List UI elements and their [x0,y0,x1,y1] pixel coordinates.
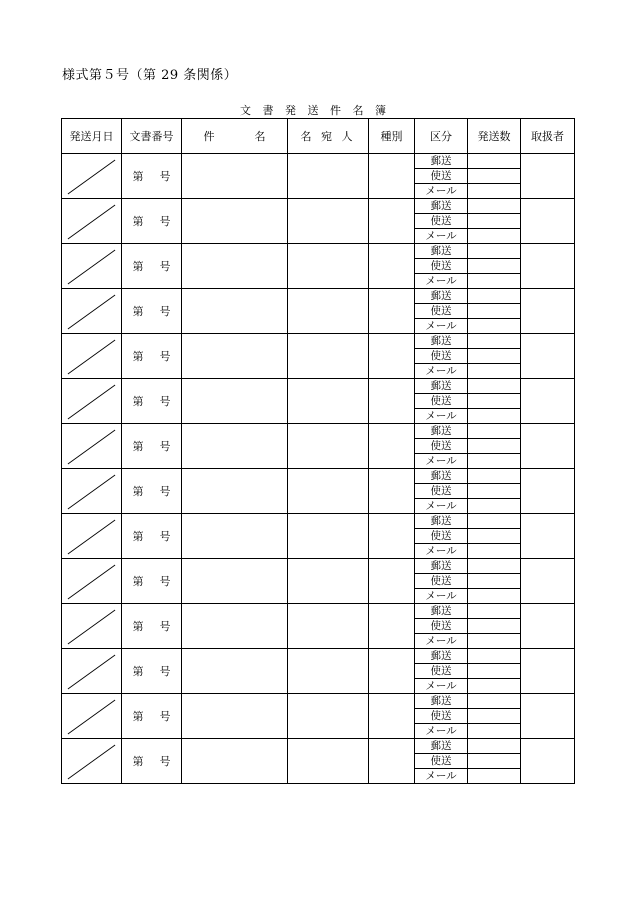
category-option[interactable]: 使送 [415,259,468,274]
ledger-entry-row [62,694,575,709]
ledger-entry-row [62,604,575,619]
count-cell[interactable] [468,169,521,184]
date-cell[interactable] [62,199,122,244]
date-cell[interactable] [62,244,122,289]
count-cell[interactable] [468,679,521,694]
recipient-cell[interactable] [288,514,369,559]
category-option[interactable]: メール [415,454,468,469]
header-date: 発送月日 [62,119,122,154]
count-cell[interactable] [468,544,521,559]
date-slash-line [62,694,121,738]
count-cell[interactable] [468,454,521,469]
recipient-cell[interactable] [288,199,369,244]
header-subject [182,119,288,154]
subject-cell[interactable] [182,559,288,604]
date-slash-line [62,469,121,513]
subject-cell[interactable] [182,244,288,289]
category-option[interactable]: 郵送 [415,334,468,349]
ledger-entry-row [62,289,575,304]
header-category: 区分 [415,119,468,154]
count-cell[interactable] [468,529,521,544]
count-cell[interactable] [468,694,521,709]
doc-number-label [133,348,171,364]
count-cell[interactable] [468,319,521,334]
category-option[interactable]: メール [415,544,468,559]
type-cell[interactable] [369,289,415,334]
doc-number-suffix: 号 [159,710,171,723]
category-option[interactable]: 使送 [415,484,468,499]
doc-number-cell[interactable] [122,154,182,199]
count-cell[interactable] [468,484,521,499]
date-slash-line [62,514,121,558]
category-option[interactable]: メール [415,229,468,244]
count-cell[interactable] [468,184,521,199]
category-option[interactable]: メール [415,589,468,604]
date-slash-line [62,739,121,783]
category-option[interactable]: メール [415,409,468,424]
date-slash-line [62,199,121,243]
count-cell[interactable] [468,214,521,229]
count-cell[interactable] [468,559,521,574]
count-cell[interactable] [468,364,521,379]
date-slash-line [62,154,121,198]
doc-number-suffix: 号 [159,395,171,408]
doc-number-prefix: 第 [132,575,144,588]
subject-cell[interactable] [182,604,288,649]
type-cell[interactable] [369,559,415,604]
handler-cell[interactable] [521,244,575,289]
doc-number-prefix: 第 [132,485,144,498]
header-handler: 取扱者 [521,119,575,154]
category-option[interactable]: 使送 [415,574,468,589]
category-option[interactable]: メール [415,724,468,739]
category-option[interactable]: 郵送 [415,154,468,169]
subject-cell[interactable] [182,289,288,334]
date-cell[interactable] [62,739,122,784]
count-cell[interactable] [468,439,521,454]
type-cell[interactable] [369,424,415,469]
subject-cell[interactable] [182,424,288,469]
category-option[interactable]: メール [415,184,468,199]
category-option[interactable]: 使送 [415,529,468,544]
date-cell[interactable] [62,514,122,559]
date-slash-line [62,559,121,603]
ledger-entry-row [62,559,575,574]
recipient-cell[interactable] [288,334,369,379]
count-cell[interactable] [468,754,521,769]
count-cell[interactable] [468,649,521,664]
category-option[interactable]: 郵送 [415,649,468,664]
header-row [62,119,575,154]
doc-number-prefix: 第 [132,620,144,633]
count-cell[interactable] [468,379,521,394]
doc-number-label [133,708,171,724]
category-option[interactable]: 使送 [415,754,468,769]
category-option[interactable]: メール [415,364,468,379]
category-option[interactable]: 郵送 [415,559,468,574]
count-cell[interactable] [468,724,521,739]
category-option[interactable]: 使送 [415,304,468,319]
category-option[interactable]: 使送 [415,709,468,724]
date-slash-line [62,334,121,378]
doc-number-prefix: 第 [132,530,144,543]
date-cell[interactable] [62,424,122,469]
subject-cell[interactable] [182,739,288,784]
count-cell[interactable] [468,634,521,649]
date-cell[interactable] [62,379,122,424]
ledger-entry-row [62,424,575,439]
category-option[interactable]: 郵送 [415,694,468,709]
recipient-cell[interactable] [288,244,369,289]
count-cell[interactable] [468,664,521,679]
count-cell[interactable] [468,289,521,304]
header-doc-number: 文書番号 [122,119,182,154]
doc-number-cell[interactable] [122,334,182,379]
type-cell[interactable] [369,379,415,424]
count-cell[interactable] [468,424,521,439]
category-option[interactable]: メール [415,274,468,289]
count-cell[interactable] [468,499,521,514]
doc-number-label [133,753,171,769]
category-option[interactable]: 使送 [415,349,468,364]
count-cell[interactable] [468,334,521,349]
subject-cell[interactable] [182,514,288,559]
type-cell[interactable] [369,649,415,694]
handler-cell[interactable] [521,469,575,514]
date-slash-line [62,289,121,333]
recipient-cell[interactable] [288,469,369,514]
handler-cell[interactable] [521,199,575,244]
count-cell[interactable] [468,199,521,214]
type-cell[interactable] [369,154,415,199]
count-cell[interactable] [468,394,521,409]
doc-number-label [133,663,171,679]
doc-number-label [133,618,171,634]
doc-number-suffix: 号 [159,440,171,453]
count-cell[interactable] [468,304,521,319]
type-cell[interactable] [369,694,415,739]
subject-cell[interactable] [182,649,288,694]
doc-number-label [133,528,171,544]
ledger-entry-row [62,244,575,259]
ledger-entry-row [62,739,575,754]
subject-cell[interactable] [182,199,288,244]
doc-number-cell[interactable] [122,244,182,289]
category-option[interactable]: メール [415,319,468,334]
count-cell[interactable] [468,589,521,604]
count-cell[interactable] [468,154,521,169]
date-cell[interactable] [62,334,122,379]
doc-number-label [133,303,171,319]
category-option[interactable]: 郵送 [415,289,468,304]
date-cell[interactable] [62,559,122,604]
doc-number-prefix: 第 [132,440,144,453]
handler-cell[interactable] [521,559,575,604]
doc-number-label [133,483,171,499]
date-slash-line [62,649,121,693]
subject-cell[interactable] [182,694,288,739]
date-cell[interactable] [62,469,122,514]
count-cell[interactable] [468,259,521,274]
handler-cell[interactable] [521,289,575,334]
header-type: 種別 [369,119,415,154]
count-cell[interactable] [468,229,521,244]
ledger-entry-row [62,514,575,529]
date-cell[interactable] [62,649,122,694]
type-cell[interactable] [369,514,415,559]
recipient-cell[interactable] [288,424,369,469]
date-cell[interactable] [62,289,122,334]
count-cell[interactable] [468,709,521,724]
category-option[interactable]: 郵送 [415,514,468,529]
doc-number-suffix: 号 [159,530,171,543]
count-cell[interactable] [468,469,521,484]
category-option[interactable]: 使送 [415,169,468,184]
type-cell[interactable] [369,604,415,649]
type-cell[interactable] [369,244,415,289]
count-cell[interactable] [468,274,521,289]
doc-number-prefix: 第 [132,215,144,228]
doc-number-suffix: 号 [159,170,171,183]
recipient-cell[interactable] [288,379,369,424]
count-cell[interactable] [468,514,521,529]
doc-number-cell[interactable] [122,649,182,694]
recipient-cell[interactable] [288,154,369,199]
doc-number-suffix: 号 [159,755,171,768]
doc-number-suffix: 号 [159,215,171,228]
subject-cell[interactable] [182,379,288,424]
ledger-entry-row [62,379,575,394]
doc-number-prefix: 第 [132,170,144,183]
header-recipient: 名 宛 人 [288,119,369,154]
doc-number-suffix: 号 [159,620,171,633]
type-cell[interactable] [369,334,415,379]
doc-number-label [133,573,171,589]
category-option[interactable]: メール [415,769,468,784]
date-slash-line [62,244,121,288]
count-cell[interactable] [468,619,521,634]
header-subject-right: 名 [254,130,266,143]
category-option[interactable]: 郵送 [415,244,468,259]
doc-number-prefix: 第 [132,710,144,723]
date-cell[interactable] [62,604,122,649]
header-count: 発送数 [468,119,521,154]
category-option[interactable]: 使送 [415,214,468,229]
doc-number-label [133,213,171,229]
doc-number-label [133,438,171,454]
ledger-entry-row [62,469,575,484]
ledger-entry-row [62,199,575,214]
recipient-cell[interactable] [288,289,369,334]
category-option[interactable]: 郵送 [415,604,468,619]
handler-cell[interactable] [521,739,575,784]
category-option[interactable]: 郵送 [415,424,468,439]
count-cell[interactable] [468,244,521,259]
doc-number-cell[interactable] [122,739,182,784]
subject-cell[interactable] [182,154,288,199]
doc-number-prefix: 第 [132,350,144,363]
doc-number-cell[interactable] [122,559,182,604]
type-cell[interactable] [369,199,415,244]
doc-number-prefix: 第 [132,260,144,273]
doc-number-cell[interactable] [122,379,182,424]
doc-number-label [133,393,171,409]
recipient-cell[interactable] [288,604,369,649]
doc-number-cell[interactable] [122,424,182,469]
category-option[interactable]: 使送 [415,439,468,454]
doc-number-prefix: 第 [132,665,144,678]
handler-cell[interactable] [521,424,575,469]
doc-number-cell[interactable] [122,199,182,244]
document-dispatch-ledger [61,118,575,784]
category-option[interactable]: メール [415,634,468,649]
recipient-cell[interactable] [288,739,369,784]
date-slash-line [62,379,121,423]
category-option[interactable]: 郵送 [415,199,468,214]
category-option[interactable]: 郵送 [415,469,468,484]
category-option[interactable]: 郵送 [415,739,468,754]
count-cell[interactable] [468,769,521,784]
subject-cell[interactable] [182,469,288,514]
date-cell[interactable] [62,154,122,199]
doc-number-suffix: 号 [159,485,171,498]
subject-cell[interactable] [182,334,288,379]
ledger-entry-row [62,649,575,664]
doc-number-prefix: 第 [132,305,144,318]
handler-cell[interactable] [521,379,575,424]
handler-cell[interactable] [521,334,575,379]
recipient-cell[interactable] [288,694,369,739]
category-option[interactable]: 使送 [415,394,468,409]
doc-number-cell[interactable] [122,694,182,739]
date-slash-line [62,604,121,648]
count-cell[interactable] [468,409,521,424]
type-cell[interactable] [369,469,415,514]
doc-number-label [133,258,171,274]
doc-number-label [133,168,171,184]
ledger-entry-row [62,154,575,169]
count-cell[interactable] [468,349,521,364]
count-cell[interactable] [468,574,521,589]
date-slash-line [62,424,121,468]
category-option[interactable]: 郵送 [415,379,468,394]
ledger-title: 文 書 発 送 件 名 簿 [240,104,390,117]
handler-cell[interactable] [521,649,575,694]
handler-cell[interactable] [521,154,575,199]
doc-number-cell[interactable] [122,514,182,559]
doc-number-prefix: 第 [132,395,144,408]
handler-cell[interactable] [521,604,575,649]
doc-number-suffix: 号 [159,260,171,273]
doc-number-suffix: 号 [159,575,171,588]
category-option[interactable]: 使送 [415,619,468,634]
doc-number-suffix: 号 [159,665,171,678]
form-number-label: 様式第５号（第 29 条関係） [62,68,238,83]
doc-number-suffix: 号 [159,305,171,318]
category-option[interactable]: 使送 [415,664,468,679]
ledger-body [62,154,575,784]
handler-cell[interactable] [521,514,575,559]
handler-cell[interactable] [521,694,575,739]
category-option[interactable]: メール [415,679,468,694]
recipient-cell[interactable] [288,649,369,694]
count-cell[interactable] [468,739,521,754]
type-cell[interactable] [369,739,415,784]
doc-number-cell[interactable] [122,469,182,514]
count-cell[interactable] [468,604,521,619]
date-cell[interactable] [62,694,122,739]
doc-number-cell[interactable] [122,604,182,649]
recipient-cell[interactable] [288,559,369,604]
category-option[interactable]: メール [415,499,468,514]
doc-number-cell[interactable] [122,289,182,334]
doc-number-suffix: 号 [159,350,171,363]
ledger-entry-row [62,334,575,349]
doc-number-prefix: 第 [132,755,144,768]
header-subject-left: 件 [203,130,215,143]
